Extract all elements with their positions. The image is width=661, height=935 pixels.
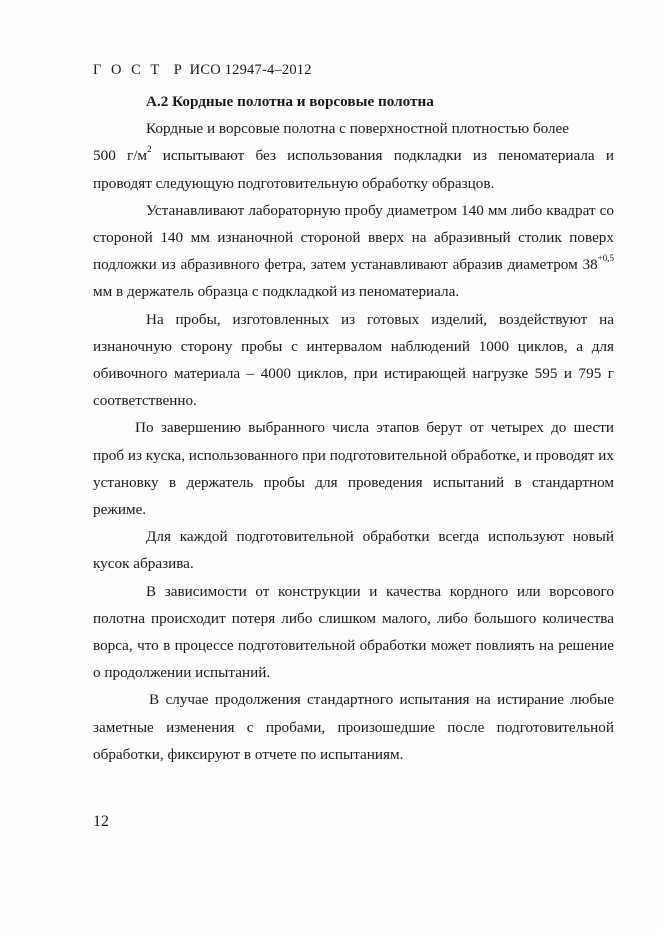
superscript-2: 2 <box>147 144 152 155</box>
paragraph-1-start: 500 г/м <box>93 147 148 165</box>
paragraph-2 <box>93 197 614 306</box>
paragraph-2-rest: мм в держатель образца с подкладкой из пеноматериала. <box>93 283 460 301</box>
document-body <box>93 88 614 768</box>
standard-header <box>93 62 312 79</box>
paragraph-3: На пробы, изготовленных из готовых изделий, воздействуют на изнаночную сторону пробы с интервалом наблюдений 1000 циклов, а для обивочного материала – 4000 циклов, при истирающей нагрузке 595 и 795 г соответственно. <box>93 310 614 410</box>
tolerance-superscript: +0,5 <box>597 253 614 264</box>
standard-number: ИСО 12947-4–2012 <box>189 62 312 78</box>
r-label: Р <box>173 62 183 78</box>
paragraph-1-rest: испытывают без использования подкладки из пеноматериала и проводят следующую подготовительную обработку образцов. <box>93 147 614 192</box>
paragraph-5: Для каждой подготовительной обработки всегда используют новый кусок абразива. <box>93 528 614 573</box>
paragraph-2-start: Устанавливают лабораторную пробу диаметром 140 мм либо квадрат со стороной 140 мм изнаночной стороной вверх на абразивный столик поверх подложки из абразивного фетра, затем устанавливают абразив диаметром 38 <box>93 201 614 274</box>
paragraph-1-line-1: Кордные и ворсовые полотна с поверхностной плотностью более <box>146 120 570 138</box>
section-heading: А.2 Кордные полотна и ворсовые полотна <box>146 93 434 110</box>
page-number: 12 <box>93 813 109 830</box>
paragraph-4: По завершению выбранного числа этапов берут от четырех до шести проб из куска, использованного при подготовительной обработке, и проводят их установку в держатель пробы для проведения испытаний в стандартном режиме. <box>93 419 614 519</box>
gost-label: Г О С Т <box>93 62 163 78</box>
paragraph-6: В зависимости от конструкции и качества кордного или ворсового полотна происходит потеря либо слишком малого, либо большого количества ворса, что в процессе подготовительной обработки может повлиять на решение о продолжении испытаний. <box>93 582 614 682</box>
paragraph-7: В случае продолжения стандартного испытания на истирание любые заметные изменения с пробами, произошедшие после подготовительной обработки, фиксируют в отчете по испытаниям. <box>93 691 614 763</box>
paragraph-1 <box>93 142 614 196</box>
